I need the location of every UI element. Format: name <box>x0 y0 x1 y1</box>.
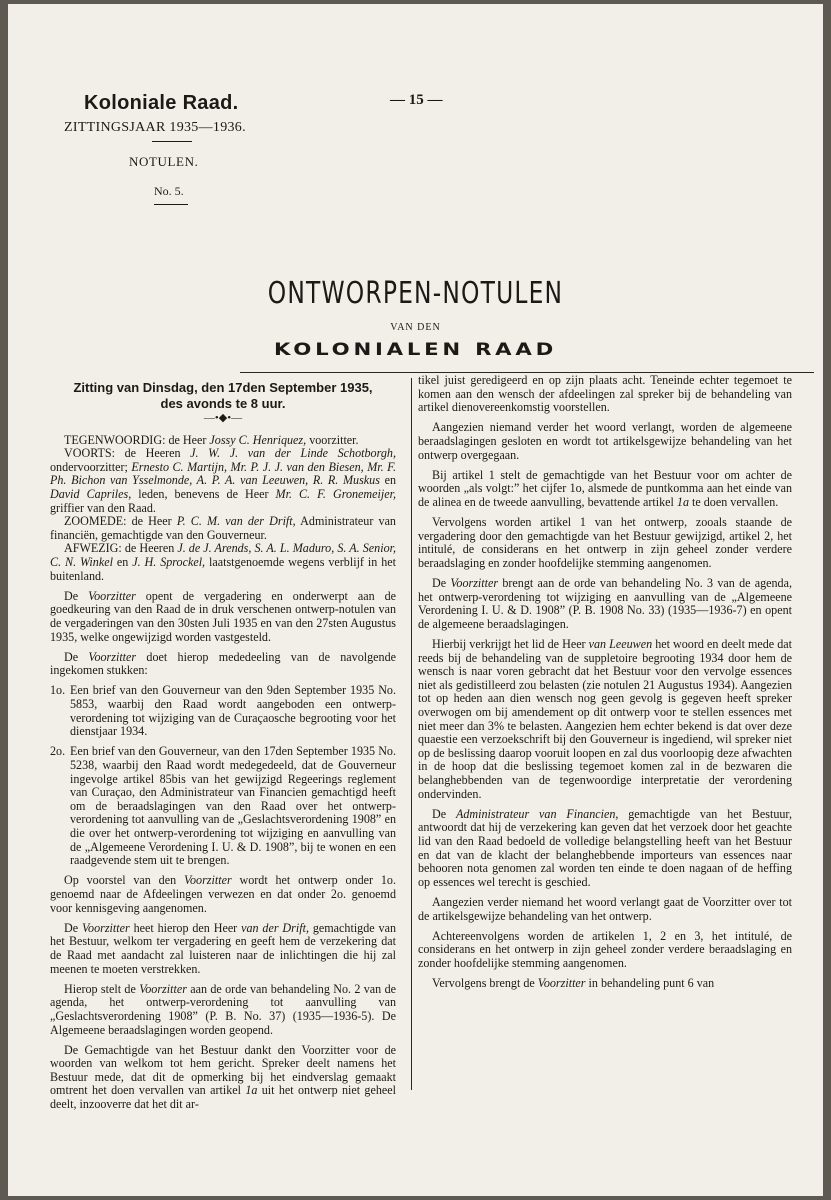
main-title: ONTWORPEN-NOTULEN <box>267 276 564 311</box>
issue-number: No. 5. <box>154 184 184 198</box>
paragraph: De Voorzitter heet hierop den Heer van der Drift, gemachtigde van het Bestuur, welkom ter vergadering en geeft hem de verzekering dat de Raad met aandacht zal luisteren naar de inlichtingen die hij zal meenen te moeten verstrekken. <box>50 920 396 976</box>
paragraph: Vervolgens worden artikel 1 van het ontwerp, zooals staande de vergadering door den gemachtigde van het Bestuur gewijzigd, artikel 2, het intitulé, de considerans en het ontwerp in zijn geheel zonder verdere beraadslaging en zonder hoofdelijke stemming aangenomen. <box>418 515 792 570</box>
attendance-further: VOORTS: de Heeren J. W. J. van der Linde Schotborgh, ondervoorzitter; Ernesto C. Martijn, Mr. P. J. J. van den Biesen, Mr. F. Ph. Bichon van Ysselmonde, A. P. A. van Leeuwen, R. R. Muskus en David Capriles, leden, benevens de Heer Mr. C. F. Gronemeijer, griffier van den Raad. <box>50 446 396 515</box>
paragraph: Vervolgens brengt de Voorzitter in behandeling punt 6 van <box>432 976 715 991</box>
paragraph: Aangezien niemand verder het woord verlangt, worden de algemeene beraadslagingen gesloten en wordt tot artikelsgewijze behandeling van het ontwerp overgegaan. <box>418 420 792 462</box>
paragraph: De Administrateur van Financien, gemachtigde van het Bestuur, antwoordt dat hij de verzekering kan geven dat het verzoek door het geachte lid van den Raad bedoeld de volledige belangstelling heeft van het Bestuur en dat van de klacht der belanghebbende importeurs van essences naar behooren nota genomen zal worden ten einde te doen nagaan of de heffing op essences wel terecht is geschied. <box>418 806 792 889</box>
paragraph: De Voorzitter opent de vergadering en onderwerpt aan de goedkeuring van den Raad de in druk verschenen ontwerp-notulen van de vergaderingen van den 30sten Juli 1935 en van den 27sten Augustus 1935, welke ongewijzigd worden vastgesteld. <box>50 588 396 644</box>
attendance-absent: AFWEZIG: de Heeren J. de J. Arends, S. A. L. Maduro, S. A. Senior, C. N. Winkel en J. H. Sprockel, laatstgenoemde wegens verblijf in het buitenland. <box>50 541 397 583</box>
list-item-number: 1o. <box>50 683 66 698</box>
paragraph: De Gemachtigde van het Bestuur dankt den Voorzitter voor de woorden van welkom tot hem gericht. Spreker deelt namens het Bestuur mede, dat dit de opmerking bij het eindverslag gemaakt omtrent het doen vervallen van artikel 1a uit het ontwerp niet geheel deelt, inzooverre dat het dit ar- <box>50 1042 396 1112</box>
paragraph: Aangezien verder niemand het woord verlangt gaat de Voorzitter over tot de artikelsgewijze behandeling van het ontwerp. <box>418 894 792 923</box>
paragraph: Hierop stelt de Voorzitter aan de orde van behandeling No. 2 van de agenda, het ontwerp-verordening tot aanvulling van „Geslachtsverordening 1908” (P. B. No. 37) (1935—1936-5). De Algemeene beraadslagingen worden geopend. <box>50 981 396 1037</box>
ornament-divider: —•◆•— <box>203 412 243 424</box>
masthead-title: Koloniale Raad. <box>84 92 239 114</box>
paragraph: Bij artikel 1 stelt de gemachtigde van het Bestuur voor om achter de woorden „als volgt:” het cijfer 1o, alsmede de puntkomma aan het einde van de alinea en de tweede aanvulling, bevattende artikel 1a te doen vervallen. <box>418 467 792 509</box>
list-item-text: Een brief van den Gouverneur van den 9den September 1935 No. 5853, waarbij den Raad wordt aangeboden een ontwerp-verordening tot wijziging van de Curaçaosche begrooting voor het dienstjaar 1934. <box>70 683 396 739</box>
paragraph: Achtereenvolgens worden de artikelen 1, 2 en 3, het intitulé, de considerans en het ontwerp in zijn geheel zonder verdere beraadslaging en zonder hoofdelijke stemming aangenomen. <box>418 928 792 970</box>
paragraph: Op voorstel van den Voorzitter wordt het ontwerp onder 1o. genoemd naar de Afdeelingen verwezen en dat onder 2o. genoemd voor kennisgeving aangenomen. <box>50 873 397 915</box>
page-number: — 15 — <box>390 92 443 108</box>
notulen-label: NOTULEN. <box>129 154 199 169</box>
sitting-heading <box>50 380 396 412</box>
attendance-also: ZOOMEDE: de Heer P. C. M. van der Drift, Administrateur van financiën, gemachtigde van den Gouverneur. <box>50 514 396 542</box>
paragraph: Hierbij verkrijgt het lid de Heer van Leeuwen het woord en deelt mede dat reeds bij de behandeling van de suppletoire begrooting 1934 door hem de wensch is naar voren gebracht dat het Bestuur voor den vervolge essences niet als gedistilleerd zou belasten (zie notulen 21 Augustus 1934). Aangezien tot op heden aan dien wensch nog geen gevolg is gegeven heeft spreker overwogen om bij amendement op dit ontwerp voor te stellen essences met niet meer dan 3% te belasten. Aangezien hem echter bekend is dat over deze quaestie een verzoekschrift bij den Gouverneur is ingediend, wil spreker niet op de beslissing daarop vooruit loopen en zal dus voorloopig deze afwachten in de hoop dat die beslissing tegemoet komen zal in de bezwaren die belanghebbenden van de tegenwoordige interpretatie der verordening ondervinden. <box>418 637 792 801</box>
title-sub: VAN DEN <box>390 322 441 333</box>
list-item-text: Een brief van den Gouverneur, van den 17den September 1935 No. 5238, waarbij den Raad wordt medegedeeld, dat de Gouverneur ingevolge artikel 85bis van het gewijzigd Regeerings reglement van Curaçao, den Administrateur van Financien gemachtigd heeft om de beraadslagingen van den Raad over het ontwerp-verordening tot aanvulling van de „Geslachtsverordening 1908” en die over het ontwerp-verordening tot wijziging en aanvulling van de „Algemeene Verordening I. U. & D. 1908”, bij te wonen en een raadgevende stem uit te brengen. <box>70 744 396 868</box>
document-page <box>8 4 823 1196</box>
list-item <box>50 745 396 867</box>
paragraph: tikel juist geredigeerd en op zijn plaats acht. Teneinde echter tegemoet te komen aan den wensch der afdeelingen zal spreker bij de behandeling van artikel dienovereenkomstig voorstellen. <box>418 373 792 415</box>
sitting-heading-line1: Zitting van Dinsdag, den 17den September 1935, <box>73 380 373 395</box>
left-column <box>50 378 396 1118</box>
paragraph: De Voorzitter brengt aan de orde van behandeling No. 3 van de agenda, het ontwerp-verordening tot wijziging en aanvulling van de „Algemeene Verordening I. U. & D. 1908” (P. B. 1908 No. 33) (1935—1936-7) en opent de algemeene beraadslagingen. <box>418 576 792 631</box>
list-item <box>50 684 396 738</box>
issue-rule <box>154 204 188 205</box>
sitting-heading-line2: des avonds te 8 uur. <box>160 396 286 411</box>
paragraph: De Voorzitter doet hierop mededeeling van de navolgende ingekomen stukken: <box>50 649 397 678</box>
attendance-present: TEGENWOORDIG: de Heer Jossy C. Henriquez, voorzitter. <box>64 432 359 447</box>
right-column <box>418 374 792 997</box>
list-item-number: 2o. <box>50 744 66 759</box>
council-name: KOLONIALEN RAAD <box>274 340 557 360</box>
column-divider <box>411 378 412 1090</box>
header-rule <box>152 141 192 142</box>
session-year: ZITTINGSJAAR 1935—1936. <box>64 120 246 135</box>
